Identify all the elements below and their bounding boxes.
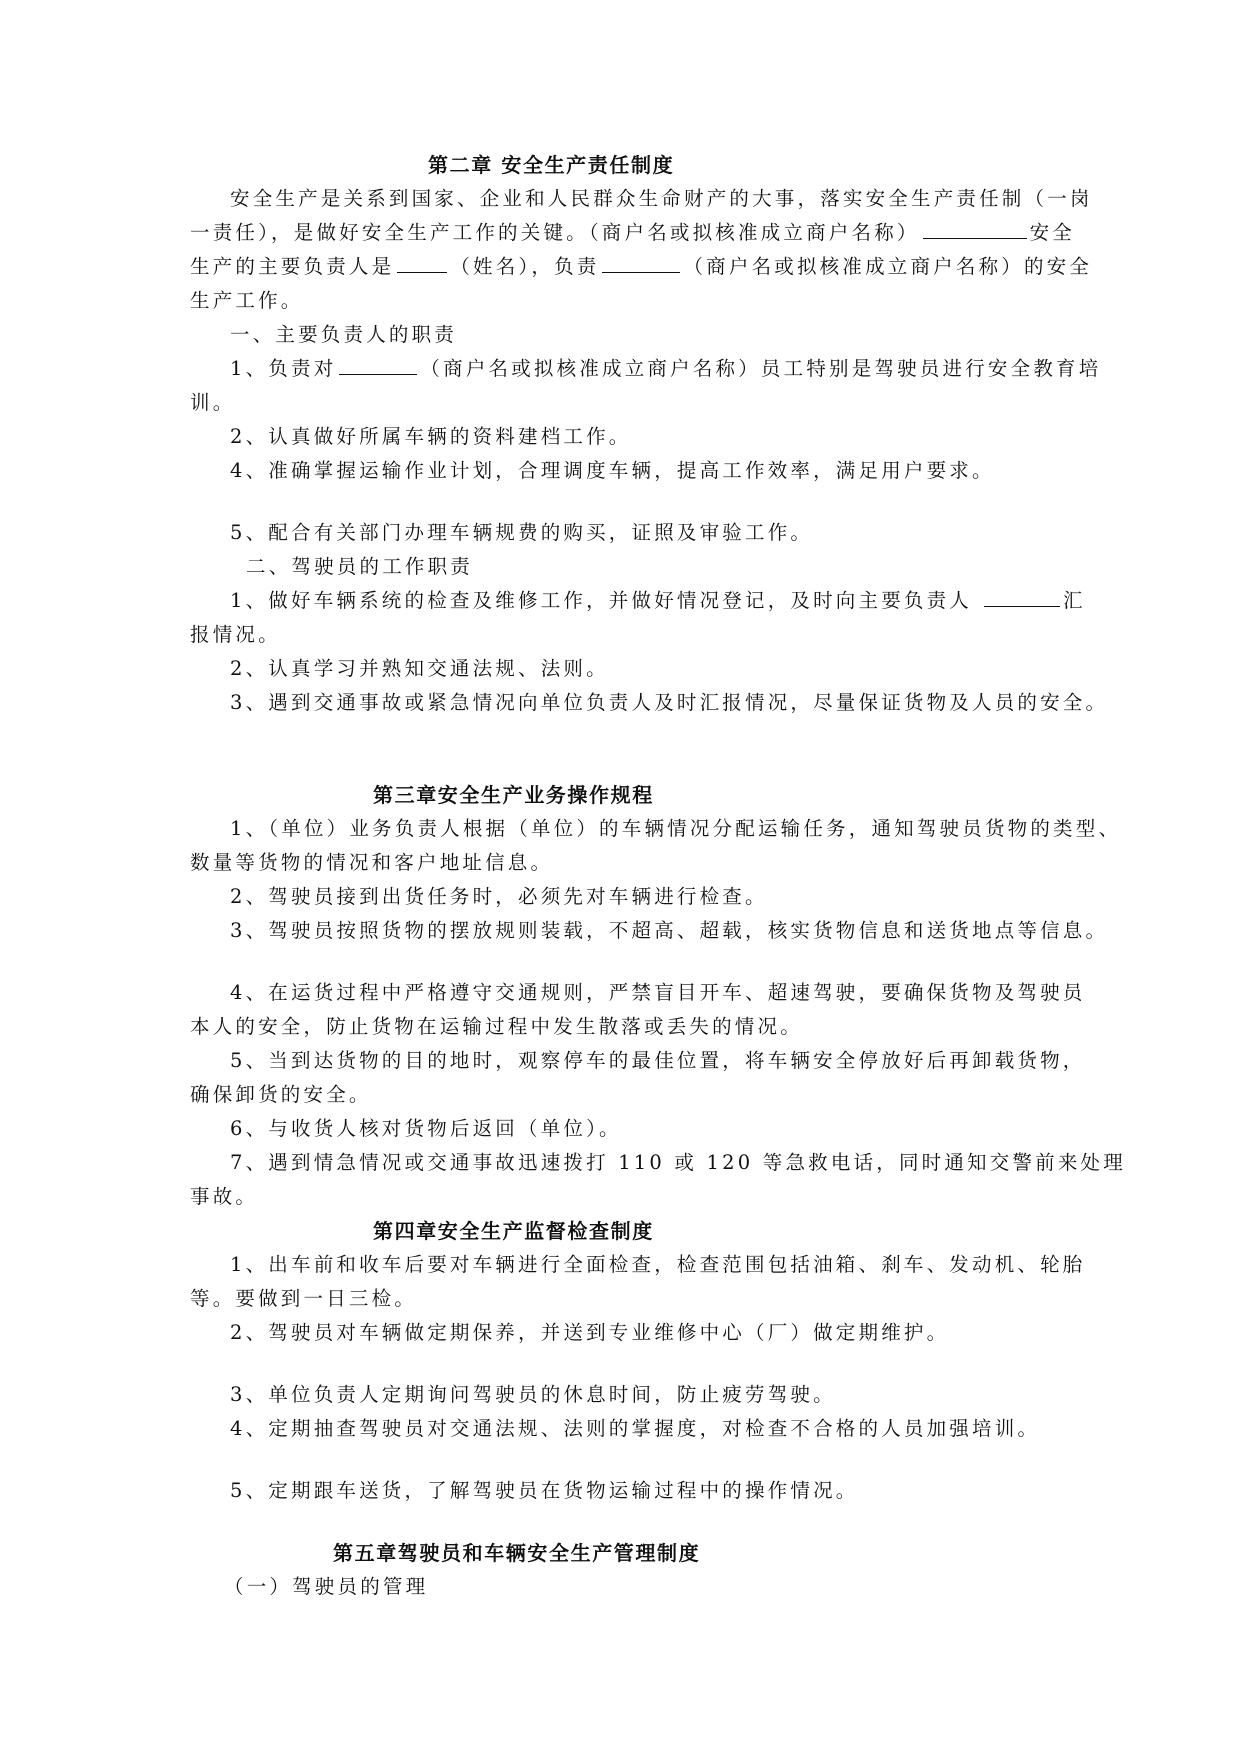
paragraph-line: 一责任），是做好安全生产工作的关键。（商户名或拟核准成立商户名称） 安全 [190, 221, 1076, 244]
list-item: 1、（单位）业务负责人根据（单位）的车辆情况分配运输任务，通知驾驶员货物的类型、 [230, 817, 1122, 840]
paragraph-line: 安全生产是关系到国家、企业和人民群众生命财产的大事，落实安全生产责任制（一岗 [230, 187, 1093, 210]
list-item: 5、当到达货物的目的地时，观察停车的最佳位置，将车辆安全停放好后再卸载货物， [230, 1049, 1086, 1072]
section-heading: 二、驾驶员的工作职责 [246, 555, 474, 578]
list-item-continuation: 本人的安全，防止货物在运输过程中发生散落或丢失的情况。 [190, 1015, 803, 1038]
fill-in-blank [339, 356, 417, 375]
section-heading: （一）驾驶员的管理 [224, 1575, 429, 1598]
list-item: 3、驾驶员按照货物的摆放规则装载，不超高、超载，核实货物信息和送货地点等信息。 [230, 919, 1109, 942]
list-item: 3、遇到交通事故或紧急情况向单位负责人及时汇报情况，尽量保证货物及人员的安全。 [230, 691, 1109, 714]
paragraph-line: 生产工作。 [190, 289, 304, 312]
fill-in-blank [397, 254, 447, 273]
list-item: 1、做好车辆系统的检查及维修工作，并做好情况登记，及时向主要负责人 汇 [230, 589, 1086, 612]
list-item: 2、驾驶员对车辆做定期保养，并送到专业维修中心（厂）做定期维护。 [230, 1321, 950, 1344]
list-item-continuation: 等。要做到一日三检。 [190, 1287, 418, 1310]
list-item-continuation: 数量等货物的情况和客户地址信息。 [190, 851, 554, 874]
list-item: 5、定期跟车送货，了解驾驶员在货物运输过程中的操作情况。 [230, 1479, 859, 1502]
chapter-3-title: 第三章安全生产业务操作规程 [373, 783, 654, 807]
chapter-2-title: 第二章 安全生产责任制度 [428, 153, 675, 177]
fill-in-blank [923, 220, 1027, 239]
list-item: 1、出车前和收车后要对车辆进行全面检查，检查范围包括油箱、刹车、发动机、轮胎 [230, 1253, 1086, 1276]
list-item: 2、认真做好所属车辆的资料建档工作。 [230, 425, 632, 448]
fill-in-blank [602, 254, 680, 273]
list-item: 4、准确掌握运输作业计划，合理调度车辆，提高工作效率，满足用户要求。 [230, 459, 995, 482]
list-item: 6、与收货人核对货物后返回（单位）。 [230, 1117, 622, 1140]
list-item: 4、定期抽查驾驶员对交通法规、法则的掌握度，对检查不合格的人员加强培训。 [230, 1417, 1041, 1440]
list-item: 2、认真学习并熟知交通法规、法则。 [230, 657, 609, 680]
list-item: 1、负责对 （商户名或拟核准成立商户名称）员工特别是驾驶员进行安全教育培 [230, 357, 1102, 380]
list-item-continuation: 训。 [190, 391, 236, 414]
list-item-continuation: 报情况。 [190, 623, 281, 646]
chapter-5-title: 第五章驾驶员和车辆安全生产管理制度 [333, 1541, 701, 1565]
fill-in-blank [984, 588, 1060, 607]
list-item: 7、遇到情急情况或交通事故迅速拨打 110 或 120 等急救电话，同时通知交警前来处理 [230, 1151, 1126, 1174]
list-item: 4、在运货过程中严格遵守交通规则，严禁盲目开车、超速驾驶，要确保货物及驾驶员 [230, 981, 1086, 1004]
section-heading: 一、主要负责人的职责 [230, 323, 458, 346]
list-item: 2、驾驶员接到出货任务时，必须先对车辆进行检查。 [230, 885, 768, 908]
list-item: 5、配合有关部门办理车辆规费的购买，证照及审验工作。 [230, 521, 814, 544]
chapter-4-title: 第四章安全生产监督检查制度 [373, 1219, 654, 1243]
list-item: 3、单位负责人定期询问驾驶员的休息时间，防止疲劳驾驶。 [230, 1383, 836, 1406]
paragraph-line: 生产的主要负责人是 （姓名），负责 （商户名或拟核准成立商户名称）的安全 [190, 255, 1093, 278]
list-item-continuation: 事故。 [190, 1185, 259, 1208]
list-item-continuation: 确保卸货的安全。 [190, 1083, 372, 1106]
